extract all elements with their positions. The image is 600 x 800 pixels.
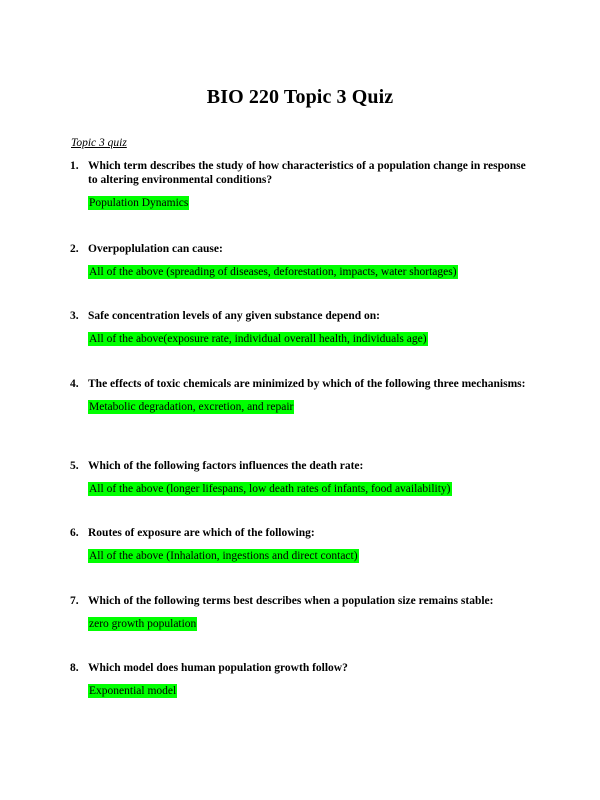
- question-text: Which of the following terms best describes when a population size remains stable:: [88, 595, 494, 607]
- highlighted-answer: Exponential model: [89, 685, 177, 697]
- question-number: 7.: [70, 595, 79, 607]
- highlighted-answer: All of the above(exposure rate, individual overall health, individuals age): [89, 333, 427, 345]
- question-number: 8.: [70, 662, 79, 674]
- question-1: [70, 159, 540, 211]
- question-text: Safe concentration levels of any given substance depend on:: [88, 310, 380, 322]
- question-number: 1.: [70, 160, 79, 172]
- question-number: 3.: [70, 310, 79, 322]
- question-number: 5.: [70, 460, 79, 472]
- highlighted-answer: Population Dynamics: [89, 197, 189, 209]
- question-number: 2.: [70, 243, 79, 255]
- highlighted-answer: Metabolic degradation, excretion, and repair: [89, 401, 294, 413]
- question-6: [70, 526, 540, 564]
- question-text: Routes of exposure are which of the following:: [88, 527, 315, 539]
- question-text: Which of the following factors influences the death rate:: [88, 460, 364, 472]
- question-text: Overpoplulation can cause:: [88, 243, 223, 255]
- quiz-subtitle: Topic 3 quiz: [71, 137, 127, 149]
- highlighted-answer: zero growth population: [89, 618, 197, 630]
- page-title: BIO 220 Topic 3 Quiz: [206, 86, 394, 108]
- question-8: [70, 661, 540, 699]
- question-5: [70, 459, 540, 497]
- question-number: 4.: [70, 378, 79, 390]
- highlighted-answer: All of the above (longer lifespans, low death rates of infants, food availability): [89, 483, 451, 495]
- question-text: Which model does human population growth follow?: [88, 662, 348, 674]
- question-7: [70, 594, 540, 632]
- question-text: The effects of toxic chemicals are minimized by which of the following three mechanisms:: [88, 378, 526, 390]
- highlighted-answer: All of the above (spreading of diseases, deforestation, impacts, water shortages): [89, 266, 457, 278]
- question-4: [70, 377, 540, 415]
- question-2: [70, 242, 540, 280]
- question-3: [70, 309, 540, 347]
- question-number: 6.: [70, 527, 79, 539]
- question-text: Which term describes the study of how characteristics of a population change in response to altering environmental conditions?: [88, 160, 526, 186]
- highlighted-answer: All of the above (Inhalation, ingestions and direct contact): [89, 550, 358, 562]
